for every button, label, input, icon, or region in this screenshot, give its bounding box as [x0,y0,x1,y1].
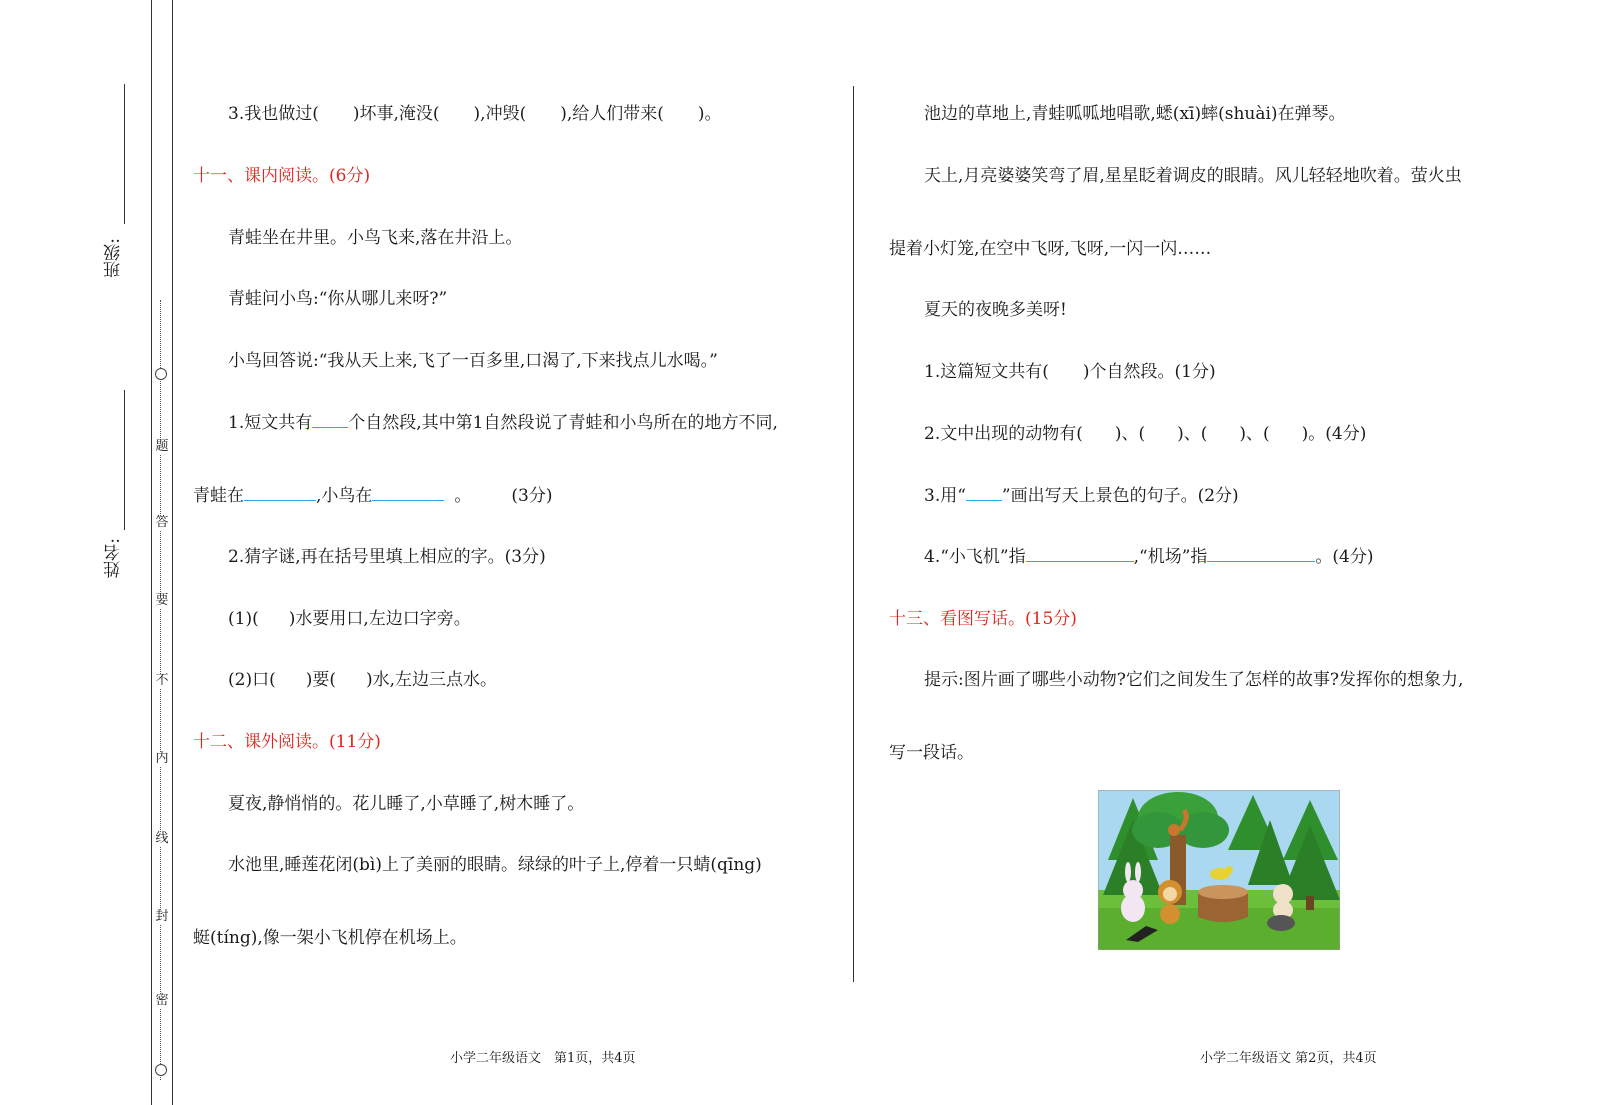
q11-1-line2 [193,485,553,507]
name-fill-line[interactable] [124,390,125,530]
section-12-title: 十二、课外阅读。(11分) [193,732,381,752]
section-13-title: 十三、看图写话。(15分) [889,609,1077,629]
q12-2-text: )。(4分) [1301,424,1367,444]
q12-2-text: 2.文中出现的动物有( [924,424,1083,444]
answer-blank[interactable] [1026,547,1134,562]
footer-page-1: 小学二年级语文 第1页，共4页 [450,1051,636,1066]
q10-3-prefix: 3.我也做过( [228,104,319,124]
seal-char: 线 [153,832,171,846]
riddle-text: )要( [305,670,336,690]
q10-3-p4: )。 [697,104,722,124]
name-label: 姓名: [104,538,124,578]
seal-circle-top [155,368,167,380]
text-paragraph: 水池里,睡莲花闭(bì)上了美丽的眼睛。绿绿的叶子上,停着一只蜻(qīng) [228,855,762,875]
q10-3 [228,103,722,125]
seal-char: 封 [153,910,171,924]
q12-2-text: )、( [1239,424,1270,444]
text-paragraph: 蜓(tíng),像一架小飞机停在机场上。 [193,928,467,948]
q11-2-1 [228,608,471,630]
q11-1-text: ,小鸟在 [316,486,373,506]
riddle-text: )水要用口,左边口字旁。 [288,609,471,629]
seal-circle-bottom [155,1064,167,1076]
hint-text: 写一段话。 [889,743,974,763]
seal-char: 要 [153,594,171,608]
seal-char: 题 [153,440,171,454]
q12-3-text: 3.用“ [924,486,966,506]
text-paragraph: 天上,月亮婆婆笑弯了眉,星星眨着调皮的眼睛。风儿轻轻地吹着。萤火虫 [924,166,1462,186]
answer-blank[interactable] [312,413,348,428]
forest-animals-illustration-icon [1098,790,1340,950]
q12-1-text: 1.这篇短文共有( [924,362,1049,382]
answer-blank[interactable] [244,486,316,501]
q11-1-text: 1.短文共有 [228,413,313,433]
page-divider [853,86,854,982]
q11-1-text: 青蛙在 [193,486,244,506]
class-label: 班级: [104,238,124,278]
q12-1-text: )个自然段。(1分) [1082,362,1216,382]
q11-1-text: 个自然段,其中第1自然段说了青蛙和小鸟所在的地方不同, [348,413,778,433]
text-paragraph: 小鸟回答说:“我从天上来,飞了一百多里,口渴了,下来找点儿水喝。” [228,351,718,371]
answer-blank[interactable] [372,486,444,501]
footer-page-2: 小学二年级语文 第2页，共4页 [1200,1051,1377,1066]
seal-char: 不 [153,674,171,688]
hint-text: 提示:图片画了哪些小动物?它们之间发生了怎样的故事?发挥你的想象力, [924,670,1464,690]
riddle-text: )水,左边三点水。 [365,670,498,690]
seal-char: 答 [153,516,171,530]
answer-blank[interactable] [966,486,1002,501]
q12-4-text: 。(4分) [1315,547,1374,567]
q12-2 [924,423,1366,445]
q11-2-2 [228,669,497,691]
seal-char: 内 [153,752,171,766]
q12-2-text: )、( [1114,424,1146,444]
q11-2: 2.猜字谜,再在括号里填上相应的字。(3分) [228,547,546,567]
text-paragraph: 夏夜,静悄悄的。花儿睡了,小草睡了,树木睡了。 [228,794,585,814]
q10-3-p2: ),冲毁( [473,104,527,124]
q12-1 [924,361,1216,383]
riddle-text: (1)( [228,609,259,629]
q11-1-text: 。 [454,486,472,506]
text-paragraph: 青蛙坐在井里。小鸟飞来,落在井沿上。 [228,228,523,248]
q11-1-line1 [228,412,778,434]
q12-2-text: )、( [1177,424,1208,444]
q12-4-text: ,“机场”指 [1133,547,1208,567]
q12-3-text: ”画出写天上景色的句子。(2分) [1001,486,1239,506]
class-fill-line[interactable] [124,84,125,224]
binding-margin [151,0,173,1105]
q12-4-text: 4.“小飞机”指 [924,547,1026,567]
q10-3-p3: ),给人们带来( [560,104,664,124]
q12-4 [924,546,1374,568]
q10-3-p1: )坏事,淹没( [352,104,440,124]
q11-1-score: (3分) [511,486,553,506]
seal-char: 密 [153,994,171,1008]
text-paragraph: 青蛙问小鸟:“你从哪儿来呀?” [228,289,448,309]
seal-dotted-line [160,300,161,1080]
section-11-title: 十一、课内阅读。(6分) [193,166,371,186]
riddle-text: (2)口( [228,670,276,690]
q12-3 [924,485,1239,507]
answer-blank[interactable] [1207,547,1315,562]
text-paragraph: 夏天的夜晚多美呀! [924,300,1067,320]
text-paragraph: 池边的草地上,青蛙呱呱地唱歌,蟋(xī)蟀(shuài)在弹琴。 [924,104,1346,124]
text-paragraph: 提着小灯笼,在空中飞呀,飞呀,一闪一闪…… [889,239,1212,259]
